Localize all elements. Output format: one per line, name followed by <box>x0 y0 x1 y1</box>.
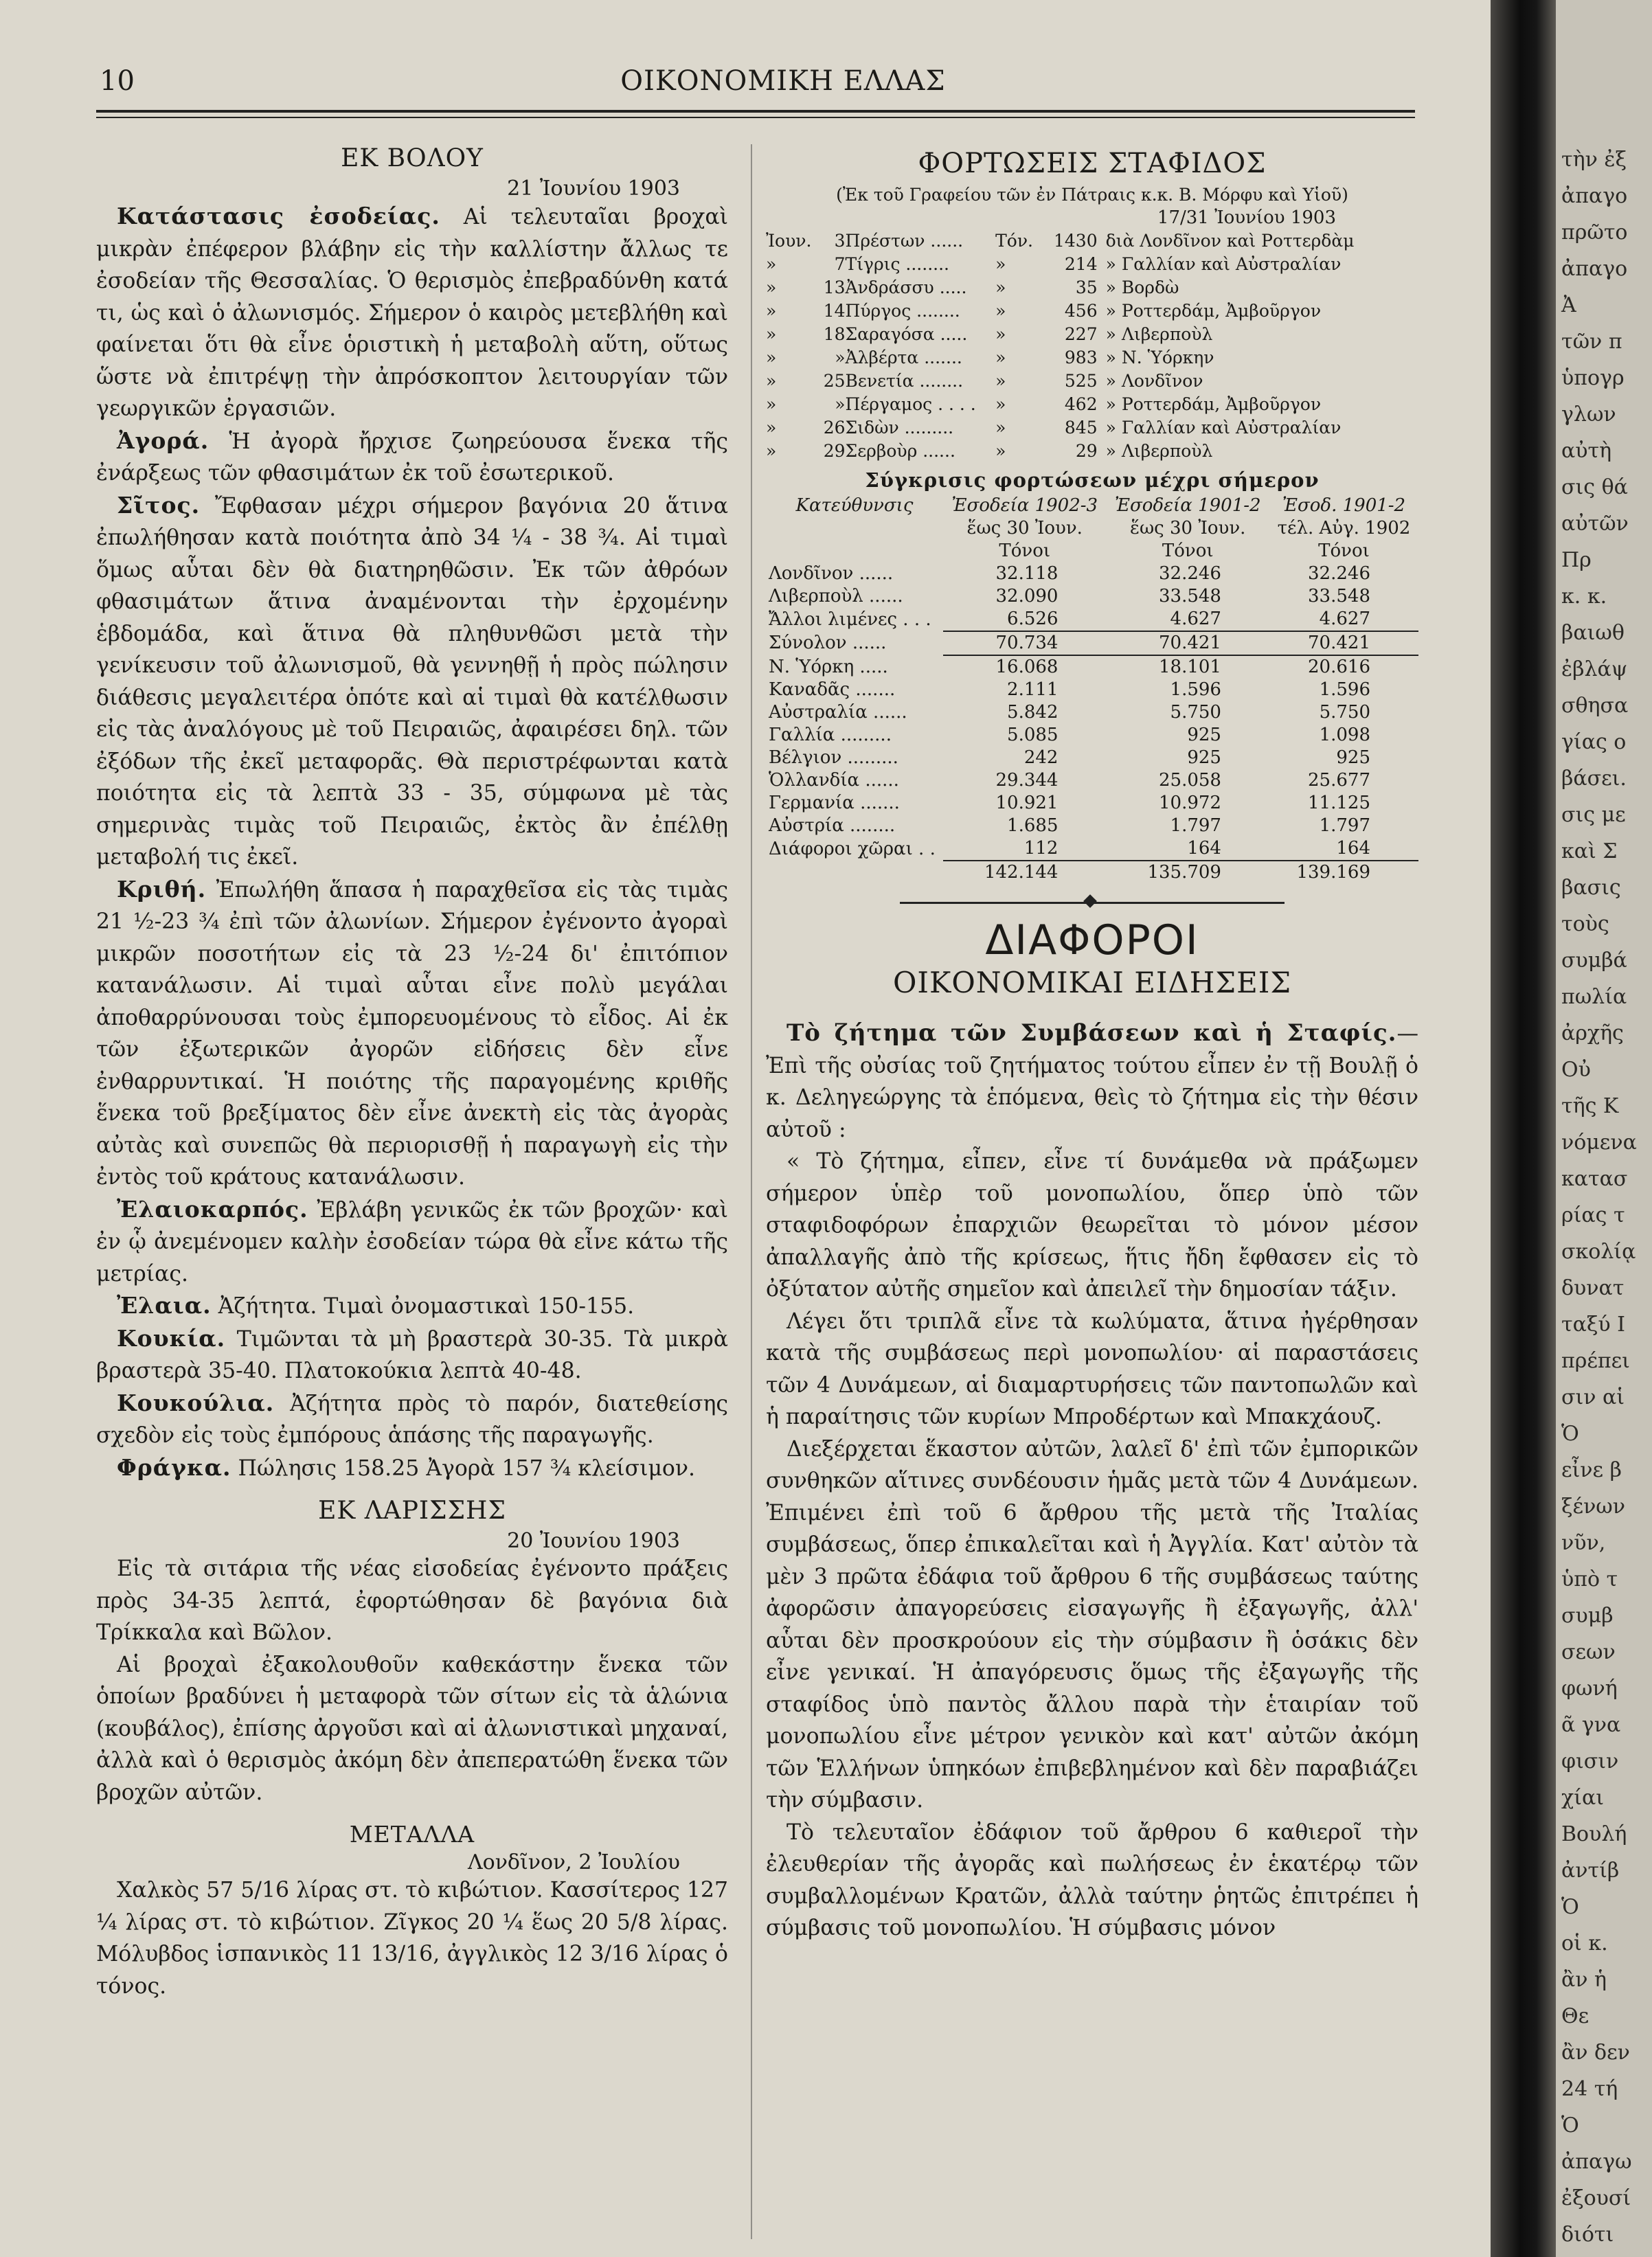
compare-units: Τόνοι <box>1318 541 1370 561</box>
compare-destination <box>766 861 943 884</box>
next-page-fragment: ᾶ γνα <box>1561 1713 1621 1737</box>
compare-row <box>766 815 1418 837</box>
keyword: Κουκούλια. <box>117 1389 275 1416</box>
paragraph-larissa-1: Εἰς τὰ σιτάρια τῆς νέας εἰσοδείας ἐγένοντο πράξεις πρὸς 34-35 λεπτά, ἐφορτώθησαν δὲ βαγόνια διὰ Τρίκκαλα καὶ Βῶλον. <box>96 1556 728 1645</box>
next-page-fragment: σκολίᾳ <box>1561 1240 1636 1264</box>
shipment-row <box>766 276 1418 299</box>
comparison-table <box>766 495 1418 884</box>
compare-value: 925 <box>1187 725 1221 745</box>
shipment-ship-name: Τίγρις ........ <box>845 254 949 274</box>
paragraph-barley <box>96 874 728 1194</box>
shipment-month: » <box>766 301 777 321</box>
shipment-ship-name: Πέργαμος . . . . <box>845 394 976 414</box>
shipment-month: » <box>766 254 777 274</box>
next-page-fragment: διότι <box>1561 2223 1614 2247</box>
compare-subheader: ἕως 30 Ἰουν. <box>966 518 1083 538</box>
metals-date: Λονδῖνον, 2 Ἰουλίου <box>467 1850 680 1874</box>
shipment-tons: 214 <box>1064 254 1098 274</box>
compare-value: 1.596 <box>1170 679 1221 700</box>
keyword: Σῖτος. <box>117 491 201 519</box>
next-page-fragment: ρίας τ <box>1561 1203 1625 1227</box>
column-divider <box>751 144 752 2239</box>
shipment-ship-name: Πύργος ........ <box>845 301 960 321</box>
compare-value: 33.548 <box>1158 586 1221 606</box>
shipment-row <box>766 346 1418 370</box>
shipment-row <box>766 440 1418 463</box>
shipment-day: 25 <box>823 371 846 391</box>
next-page-fragment: ἀπαγω <box>1561 2150 1632 2174</box>
paragraph-text: Ἀζήτητα. Τιμαὶ ὀνομαστικαὶ 150-155. <box>211 1294 635 1319</box>
next-page-edge <box>1556 0 1652 2257</box>
next-page-fragment: συμβ <box>1561 1604 1614 1628</box>
compare-row <box>766 585 1418 608</box>
paragraph-market <box>96 425 728 490</box>
paragraph-treaties: Διεξέρχεται ἕκαστον αὐτῶν, λαλεῖ δ' ἐπὶ τῶν ἐμπορικῶν συνθηκῶν αἵτινες συνδέουσιν ἡμᾶς μετὰ τῶν 4 Δυνάμεων. Ἐπιμένει ἐπὶ τοῦ 6 ἄρθρου τῆς μετὰ τῆς Ἰταλίας συμβάσεως, ὅπερ ἐπικαλεῖται καὶ ἡ Ἀγγλία. Κατ' αὐτὸν τὰ μὲν 3 πρῶτα ἐδάφια τοῦ ἄρθρου 6 τῆς συμβάσεως ταύτης ἀφορῶσιν ἀπαγορεύσεις εἰσαγωγῆς ἢ ἐξαγωγῆς, ἀλλ' αὗται δὲν προσκρούουν εἰς τὴν σύμβασιν ἢ ὁσάκις δὲν εἶνε γενικαί. Ἡ ἀπαγόρευσις ὅμως τῆς ἐξαγωγῆς τῆς σταφίδος ὑπὸ παντὸς ἄλλου παρὰ τὴν ἑταιρίαν τοῦ μονοπωλίου εἶνε μέτρον γενικὸν καὶ κατ' αὐτῶν ἀκόμη τῶν Ἑλλήνων ὑπηκόων ἐπιβεβλημένον καὶ δὲν παραβιάζει τὴν σύμβασιν. <box>766 1436 1418 1813</box>
compare-destination: Ἄλλοι λιμένες . . . <box>769 609 931 630</box>
shipment-day: 14 <box>823 301 846 321</box>
shipment-day: 13 <box>823 277 846 297</box>
next-page-fragment: σεων <box>1561 1640 1616 1664</box>
compare-value: 1.685 <box>1007 815 1059 836</box>
misc-title: ΔΙΑΦΟΡΟΙ <box>985 916 1199 964</box>
keyword: Κατάστασις ἐσοδείας. <box>117 203 440 229</box>
compare-value: 112 <box>1023 838 1059 859</box>
compare-row <box>766 655 1418 679</box>
shipment-tons: 845 <box>1064 418 1098 438</box>
keyword: Ἐλαιοκαρπός. <box>117 1195 308 1223</box>
shipment-ship-name: Σαραγόσα ..... <box>845 324 968 344</box>
compare-value: 164 <box>1187 838 1221 859</box>
next-page-fragment: οἱ κ. <box>1561 1931 1608 1955</box>
volos-date: 21 Ἰουνίου 1903 <box>507 177 680 201</box>
shipment-tons: 525 <box>1064 371 1098 391</box>
compare-header: Ἐσοδεία 1902-3 <box>951 495 1098 516</box>
shipment-row <box>766 393 1418 416</box>
compare-value: 1.797 <box>1319 815 1370 836</box>
next-page-fragment: Θε <box>1561 2004 1589 2028</box>
compare-destination: Ὁλλανδία ...... <box>769 770 899 791</box>
compare-row <box>766 747 1418 769</box>
shipment-ship-name: Σερβοὺρ ...... <box>845 441 955 461</box>
compare-value: 925 <box>1187 747 1221 768</box>
keyword: Τὸ ζήτημα τῶν Συμβάσεων καὶ ἡ Σταφίς. <box>787 1019 1397 1047</box>
compare-value: 139.169 <box>1269 861 1418 884</box>
compare-row <box>766 837 1418 861</box>
paragraph-francs <box>96 1452 728 1485</box>
paragraph-text: Αἱ τελευταῖαι βροχαὶ μικρὰν ἐπέφερον βλάβην εἰς τὴν καλλίστην ἄλλως τε ἐσοδείαν τῆς Θεσσαλίας. Ὁ θερισμὸς ἐπεβραδύνθη κατά τι, ὡς καὶ ὁ ἀλωνισμός. Σήμερον ὁ καιρὸς μετεβλήθη καὶ φαίνεται ὅτι θὰ εἶνε ὁριστικὴ ἡ μεταβολὴ αὕτη, οὕτως ὥστε νὰ ἐπιτρέψῃ τὴν ἀπρόσκοπτον λειτουργίαν τῶν γεωργικῶν ἐργασιῶν. <box>96 205 728 421</box>
compare-value: 1.098 <box>1319 725 1370 745</box>
next-page-fragment: γλων <box>1561 402 1616 427</box>
compare-destination: Σύνολον ...... <box>769 633 887 653</box>
header-rule-thin <box>96 117 1415 118</box>
compare-value: 29.344 <box>995 770 1059 791</box>
next-page-fragment: ξένων <box>1561 1495 1626 1519</box>
paragraph-larissa-2: Αἱ βροχαὶ ἐξακολουθοῦν καθεκάστην ἕνεκα τῶν ὁποίων βραδύνει ἡ μεταφορὰ τῶν σίτων εἰς τὰ ἁλώνια (κουβάλος), ἐπίσης ἀργοῦσι καὶ αἱ ἀλωνιστικαὶ μηχαναί, ἀλλὰ καὶ ὁ θερισμὸς ἀκόμη δὲν ἀπεπερατώθη ἕνεκα τῶν βροχῶν αὐτῶν. <box>96 1652 728 1805</box>
shipment-tons: 227 <box>1064 324 1098 344</box>
shipment-unit: Τόν. <box>995 231 1033 251</box>
metals-title: ΜΕΤΑΛΛΑ <box>349 1821 475 1848</box>
compare-row <box>766 631 1418 655</box>
compare-value: 135.709 <box>1106 861 1269 884</box>
compare-row <box>766 608 1418 631</box>
shipment-day: » <box>835 394 846 414</box>
next-page-fragment: εἶνε β <box>1561 1458 1622 1482</box>
compare-row <box>766 792 1418 815</box>
compare-destination: Καναδᾶς ....... <box>769 679 896 700</box>
compare-subheader: τέλ. Αὐγ. 1902 <box>1277 518 1411 538</box>
shipment-month: » <box>766 418 777 438</box>
compare-value: 70.421 <box>1106 631 1269 655</box>
shipment-tons: 35 <box>1075 277 1098 297</box>
keyword: Ἀγορά. <box>117 427 210 454</box>
paragraph-wheat <box>96 490 728 874</box>
shipment-row <box>766 323 1418 346</box>
next-page-fragment: φισιν <box>1561 1749 1619 1773</box>
compare-value: 1.596 <box>1319 679 1370 700</box>
shipment-unit: » <box>995 277 1006 297</box>
compare-value: 164 <box>1336 838 1370 859</box>
shipment-unit: » <box>995 254 1006 274</box>
compare-value: 33.548 <box>1308 586 1370 606</box>
shipment-destination: » Ροττερδάμ, Ἀμβοῦργον <box>1105 394 1322 414</box>
next-page-fragment: Ὁ <box>1561 1895 1579 1919</box>
shipment-row <box>766 370 1418 393</box>
next-page-fragment: κ. κ. <box>1561 585 1607 609</box>
shipment-day: 18 <box>823 324 846 344</box>
journal-title: ΟΙΚΟΝΟΜΙΚΗ ΕΛΛΑΣ <box>620 65 946 97</box>
left-column <box>96 144 728 2002</box>
compare-header: Κατεύθυνσις <box>795 495 914 516</box>
next-page-fragment: Ἀ <box>1561 293 1576 317</box>
shipment-day: 3 <box>834 231 846 251</box>
paragraph-olive-fruit <box>96 1194 728 1291</box>
shipment-destination: » Ροττερδάμ, Ἀμβοῦργον <box>1105 301 1322 321</box>
compare-subheader: ἕως 30 Ἰουν. <box>1130 518 1246 538</box>
compare-value: 18.101 <box>1106 655 1269 679</box>
compare-destination: Λιβερποὺλ ...... <box>769 586 903 606</box>
next-page-fragment: γίας ο <box>1561 730 1627 754</box>
next-page-fragment: ἂν ἡ <box>1561 1968 1607 1992</box>
shipment-tons: 29 <box>1075 441 1098 461</box>
compare-row <box>766 724 1418 747</box>
compare-value: 10.972 <box>1158 793 1221 813</box>
shipment-destination: » Ν. Ὑόρκην <box>1105 348 1214 367</box>
paragraph-text: Πώλησις 158.25 Ἀγορὰ 157 ¾ κλείσιμον. <box>231 1455 696 1481</box>
next-page-fragment: Πρ <box>1561 548 1592 572</box>
paragraph-harvest <box>96 201 728 425</box>
page-number: 10 <box>100 65 135 97</box>
next-page-fragment: φωνή <box>1561 1677 1618 1701</box>
next-page-fragment: πρῶτο <box>1561 220 1628 245</box>
next-page-fragment: ἀντίβ <box>1561 1859 1620 1883</box>
next-page-fragment: δυνατ <box>1561 1276 1625 1300</box>
shipment-tons: 462 <box>1064 394 1098 414</box>
shipment-month: » <box>766 394 777 414</box>
compare-destination: Αὐστραλία ...... <box>769 702 907 723</box>
shipment-ship-name: Ἀλβέρτα ....... <box>845 348 962 367</box>
compare-value: 25.677 <box>1308 770 1370 791</box>
shipment-destination: » Λιβερποὺλ <box>1105 441 1213 461</box>
shipment-day: 7 <box>834 254 846 274</box>
next-page-fragment: τὴν ἐξ <box>1561 148 1627 172</box>
compare-destination: Ν. Ὑόρκη ..... <box>769 656 888 677</box>
paragraph-metals: Χαλκὸς 57 5/16 λίρας στ. τὸ κιβώτιον. Κασσίτερος 127 ¼ λίρας στ. τὸ κιβώτιον. Ζῖγκος 20 ¼ ἕως 20 5/8 λίρας. Μόλυβδος ἱσπανικὸς 11 13/16, ἀγγλικὸς 12 3/16 λίρας ὁ τόνος. <box>96 1878 728 1999</box>
keyword: Φράγκα. <box>117 1453 231 1481</box>
next-page-fragment: Βουλή <box>1561 1822 1627 1846</box>
compare-units: Τόνοι <box>1162 541 1214 561</box>
compare-value: 5.750 <box>1319 702 1370 723</box>
raisin-date: 17/31 Ἰουνίου 1903 <box>1157 207 1336 228</box>
shipment-destination: » Λονδῖνον <box>1105 371 1203 391</box>
next-page-fragment: ἀπαγο <box>1561 184 1628 208</box>
next-page-fragment: αὐτῶν <box>1561 512 1629 536</box>
keyword: Ἐλαια. <box>117 1292 212 1319</box>
shipment-unit: » <box>995 348 1006 367</box>
next-page-fragment: καὶ Σ <box>1561 839 1618 863</box>
next-page-fragment: ὑπὸ τ <box>1561 1567 1618 1591</box>
next-page-fragment: σθησα <box>1561 694 1629 718</box>
compare-value: 6.526 <box>1007 609 1059 629</box>
shipment-month: » <box>766 348 777 367</box>
next-page-fragment: ἀρχῆς <box>1561 1021 1624 1045</box>
shipment-row <box>766 253 1418 276</box>
shipment-row <box>766 416 1418 440</box>
shipment-unit: » <box>995 301 1006 321</box>
shipment-destination: » Γαλλίαν καὶ Αὐστραλίαν <box>1105 418 1342 438</box>
larissa-title: ΕΚ ΛΑΡΙΣΣΗΣ <box>318 1497 506 1525</box>
next-page-fragment: νῦν, <box>1561 1531 1606 1555</box>
shipment-unit: » <box>995 324 1006 344</box>
next-page-fragment: πρέπει <box>1561 1349 1630 1373</box>
next-page-fragment: τῆς Κ <box>1561 1094 1619 1118</box>
compare-value: 16.068 <box>943 655 1106 679</box>
next-page-fragment: ἀπαγο <box>1561 257 1628 281</box>
keyword: Κουκία. <box>117 1324 226 1352</box>
shipment-tons: 1430 <box>1054 231 1098 251</box>
comparison-title: Σύγκρισις φορτώσεων μέχρι σήμερον <box>865 468 1320 492</box>
compare-value: 1.797 <box>1170 815 1221 836</box>
shipment-destination: » Λιβερποὺλ <box>1105 324 1213 344</box>
compare-value: 4.627 <box>1170 609 1221 629</box>
compare-value: 11.125 <box>1308 793 1370 813</box>
next-page-fragment: κατασ <box>1561 1167 1628 1191</box>
next-page-fragment: ἐβλάψ <box>1561 657 1628 681</box>
shipment-destination: » Γαλλίαν καὶ Αὐστραλίαν <box>1105 254 1342 274</box>
diamond-ornament <box>1083 894 1097 908</box>
paragraph-obstacles: Λέγει ὅτι τριπλᾶ εἶνε τὰ κωλύματα, ἅτινα ἠγέρθησαν κατὰ τῆς συμβάσεως περὶ μονοπωλίου· αἱ παραστάσεις τῶν 4 Δυνάμεων, αἱ διαμαρτυρήσεις τῶν παντοπωλῶν καὶ ἡ παραίτησις τῶν κυρίων Μπροδέρτων καὶ Μπακχάουζ. <box>766 1308 1418 1429</box>
compare-destination: Λονδῖνον ...... <box>769 563 894 584</box>
next-page-fragment: συμβά <box>1561 949 1627 973</box>
compare-row <box>766 679 1418 701</box>
paragraph-text: Ἀζήτητα πρὸς τὸ παρόν, διατεθείσης σχεδὸν εἰς τοὺς ἐμπόρους ἁπάσης τῆς παραγωγῆς. <box>96 1391 728 1448</box>
compare-destination: Διάφοροι χῶραι . . <box>769 838 936 859</box>
compare-value: 32.246 <box>1158 563 1221 584</box>
paragraph-text: Ἐπωλήθη ἅπασα ἡ παραχθεῖσα εἰς τὰς τιμὰς 21 ½-23 ¾ ἐπὶ τῶν ἀλωνίων. Σήμερον ἐγένοντο ἀγοραὶ μικρῶν ποσοτήτων εἰς τὰ 23 ½-24 δι' ἐπιτόπιον κατανάλωσιν. Αἱ τιμαὶ αὗται εἶνε πολὺ μεγάλαι ἀποθαρρύνουσαι τοὺς ἐμπορευομένους τὸ εἶδος. Αἱ ἐκ τῶν ἐξωτερικῶν ἀγορῶν εἰδήσεις δὲν εἶνε ἐνθαρρυντικαί. Ἡ ποιότης τῆς παραγομένης κριθῆς ἕνεκα τοῦ βρεξίματος δὲν εἶνε ἀνεκτὴ εἰς τὰς ἀγορὰς αὐτὰς καὶ συνεπῶς θὰ περιορισθῇ ἡ παραγωγὴ εἰς τὴν ἐντὸς τοῦ κράτους κατανάλωσιν. <box>96 877 728 1190</box>
shipment-unit: » <box>995 441 1006 461</box>
shipment-destination: διὰ Λονδῖνον καὶ Ροττερδὰμ <box>1105 231 1355 251</box>
next-page-fragment: ταξύ I <box>1561 1313 1626 1337</box>
shipments-table <box>766 229 1418 463</box>
misc-subtitle: ΟΙΚΟΝΟΜΙΚΑΙ ΕΙΔΗΣΕΙΣ <box>892 966 1292 999</box>
next-page-fragment: 24 τή <box>1561 2077 1618 2101</box>
paragraph-beans <box>96 1323 728 1387</box>
shipment-unit: » <box>995 371 1006 391</box>
next-page-fragment: αὐτὴ <box>1561 439 1612 463</box>
shipment-unit: » <box>995 394 1006 414</box>
compare-value: 4.627 <box>1319 609 1370 629</box>
next-page-fragment: σις θά <box>1561 475 1628 499</box>
compare-row <box>766 769 1418 792</box>
compare-value: 32.118 <box>995 563 1059 584</box>
compare-destination: Γαλλία ......... <box>769 725 892 745</box>
next-page-fragment: τοὺς <box>1561 912 1609 936</box>
keyword: Κριθή. <box>117 875 207 903</box>
next-page-fragment: νόμενα <box>1561 1131 1637 1155</box>
shipment-row <box>766 299 1418 323</box>
next-page-fragment: σιν αἱ <box>1561 1385 1625 1409</box>
compare-value: 142.144 <box>943 861 1106 884</box>
shipment-tons: 456 <box>1064 301 1098 321</box>
shipment-ship-name: Ἀνδράσσυ ..... <box>845 277 967 297</box>
compare-destination: Γερμανία ....... <box>769 793 900 813</box>
compare-row <box>766 701 1418 724</box>
compare-row <box>766 563 1418 585</box>
section-separator <box>900 902 1285 904</box>
raisin-source: (Ἐκ τοῦ Γραφείου τῶν ἐν Πάτραις κ.κ. Β. Μόρφυ καὶ Υἱοῦ) <box>836 185 1348 205</box>
paragraph-cocoons <box>96 1387 728 1452</box>
compare-value: 10.921 <box>995 793 1059 813</box>
book-spine <box>1491 0 1556 2257</box>
compare-value: 25.058 <box>1158 770 1221 791</box>
next-page-fragment: τῶν π <box>1561 330 1622 354</box>
next-page-fragment: ἂν δεν <box>1561 2041 1630 2065</box>
compare-units-blank <box>766 540 943 563</box>
right-column <box>766 148 1418 1944</box>
paragraph-quote: « Τὸ ζήτημα, εἶπεν, εἶνε τί δυνάμεθα νὰ πράξωμεν σήμερον ὑπὲρ τοῦ μονοπωλίου, ὅπερ ὑπὸ τῶν σταφιδοφόρων ἐπαρχιῶν θεωρεῖται τὸ μόνον μέσον ἀπαλλαγῆς ἀπὸ τῆς κρίσεως, ἥτις ἤδη ἔφθασεν εἰς τὸ ὀξύτατον αὐτῆς σημεῖον καὶ ἀπειλεῖ τὴν δημοσίαν τάξιν. <box>766 1149 1418 1302</box>
next-page-fragment: πωλία <box>1561 985 1627 1009</box>
paragraph-text: Ἡ ἀγορὰ ἤρχισε ζωηρεύουσα ἕνεκα τῆς ἐνάρξεως τῶν φθασιμάτων ἐκ τοῦ ἐσωτερικοῦ. <box>96 429 728 486</box>
compare-subheader <box>766 517 943 540</box>
shipment-unit: » <box>995 418 1006 438</box>
compare-header: Ἐσοδεία 1901-2 <box>1114 495 1261 516</box>
next-page-fragment: Ὁ <box>1561 2113 1579 2137</box>
next-page-fragment: χίαι <box>1561 1786 1604 1810</box>
paragraph-raisin-question <box>766 1017 1418 1146</box>
compare-value: 70.734 <box>943 631 1106 655</box>
shipment-day: 26 <box>823 418 846 438</box>
shipment-destination: » Βορδὼ <box>1105 277 1179 297</box>
compare-value: 70.421 <box>1269 631 1418 655</box>
shipment-month: » <box>766 441 777 461</box>
compare-value: 5.842 <box>1007 702 1059 723</box>
paragraph-text: Τιμῶνται τὰ μὴ βραστερὰ 30-35. Τὰ μικρὰ βραστερὰ 35-40. Πλατοκούκια λεπτὰ 40-48. <box>96 1326 728 1383</box>
compare-destination: Αὐστρία ........ <box>769 815 896 836</box>
shipment-ship-name: Βενετία ........ <box>845 371 964 391</box>
compare-value: 32.246 <box>1308 563 1370 584</box>
header-rule <box>96 110 1415 113</box>
shipment-day: 29 <box>823 441 846 461</box>
shipment-row <box>766 229 1418 253</box>
compare-value: 925 <box>1336 747 1370 768</box>
next-page-fragment: βασις <box>1561 876 1621 900</box>
next-page-fragment: σις με <box>1561 803 1626 827</box>
compare-value: 20.616 <box>1269 655 1418 679</box>
compare-destination: Βέλγιον ......... <box>769 747 898 768</box>
compare-value: 5.750 <box>1170 702 1221 723</box>
next-page-fragment: Οὐ <box>1561 1058 1591 1082</box>
shipment-tons: 983 <box>1064 348 1098 367</box>
shipment-month: Ἰουν. <box>766 231 812 251</box>
compare-value: 2.111 <box>1007 679 1059 700</box>
volos-title: ΕΚ ΒΟΛΟΥ <box>341 144 484 172</box>
paragraph-text: Ἐβλάβη γενικῶς ἐκ τῶν βροχῶν· καὶ ἐν ᾧ ἀνεμένομεν καλὴν ἐσοδείαν τώρα θὰ εἶνε κάτω τῆς μετρίας. <box>96 1197 728 1286</box>
paragraph-oil <box>96 1290 728 1323</box>
shipment-month: » <box>766 324 777 344</box>
larissa-date: 20 Ἰουνίου 1903 <box>507 1529 680 1553</box>
paragraph-text: — Ἐπὶ τῆς οὐσίας τοῦ ζητήματος τούτου εἶπεν ἐν τῇ Βουλῇ ὁ κ. Δεληγεώργης τὰ ἑπόμενα, θεὶς τὸ ζήτημα εἰς τὴν θέσιν αὐτοῦ : <box>766 1021 1418 1142</box>
compare-value: 242 <box>1023 747 1059 768</box>
compare-total-row <box>766 861 1418 884</box>
next-page-fragment: Ὁ <box>1561 1422 1579 1446</box>
next-page-fragment: βάσει. <box>1561 767 1627 791</box>
compare-units: Τόνοι <box>999 541 1051 561</box>
compare-value: 5.085 <box>1007 725 1059 745</box>
shipment-day: » <box>835 348 846 367</box>
next-page-fragment: ἐξουσί <box>1561 2186 1631 2210</box>
raisin-shipments-title: ΦΟΡΤΩΣΕΙΣ ΣΤΑΦΙΔΟΣ <box>918 148 1267 179</box>
shipment-ship-name: Πρέστων ...... <box>845 231 964 251</box>
paragraph-text: Ἔφθασαν μέχρι σήμερον βαγόνια 20 ἅτινα ἐπωλήθησαν κατὰ ποιότητα ἀπὸ 34 ¼ - 38 ¾. Αἱ τιμαὶ ὅμως αὗται δὲν θὰ διατηρηθῶσιν. Ἐκ τῶν ἀθρόων φθασιμάτων ἅτινα ἀναμένονται τὴν ἐρχομένην ἑβδομάδα, καὶ ἅτινα θὰ πληθυνθῶσι μετὰ τὴν γενίκευσιν τοῦ ἀλωνισμοῦ, θὰ γεννηθῇ ἡ πρὸς πώλησιν διάθεσις μεγαλειτέρα ὁπότε καὶ αἱ τιμαὶ θὰ κατέλθωσιν εἰς τὰς ἀναλόγους μὲ τοῦ Πειραιῶς, ἀφαιρέσει δηλ. τῶν ἐξόδων τῆς ἐκεῖ μεταφορᾶς. Θὰ περιστρέφωνται κατὰ ποιότητα εἰς τὰ λεπτὰ 33 - 35, σύμφωνα μὲ τὰς σημερινὰς τιμὰς τοῦ Πειραιῶς, ἐκτὸς ἂν ἐπέλθῃ μεταβολή τις ἐκεῖ. <box>96 493 728 870</box>
shipment-month: » <box>766 371 777 391</box>
shipment-ship-name: Σιδὼν ......... <box>845 418 954 438</box>
compare-header: Ἐσοδ. 1901-2 <box>1282 495 1406 516</box>
paragraph-last-clause: Τὸ τελευταῖον ἐδάφιον τοῦ ἄρθρου 6 καθιεροῖ τὴν ἐλευθερίαν τῆς ἀγορᾶς καὶ πωλήσεως ἐν ἑκατέρῳ τῶν συμβαλλομένων Κρατῶν, ἀλλὰ ταύτην ῥητῶς ἐπιτρέπει ἡ σύμβασις τοῦ μονοπωλίου. Ἡ σύμβασις μόνον <box>766 1819 1418 1940</box>
compare-value: 32.090 <box>995 586 1059 606</box>
shipment-month: » <box>766 277 777 297</box>
next-page-fragment: ὑπογρ <box>1561 366 1625 390</box>
next-page-fragment: βαιωθ <box>1561 621 1625 645</box>
